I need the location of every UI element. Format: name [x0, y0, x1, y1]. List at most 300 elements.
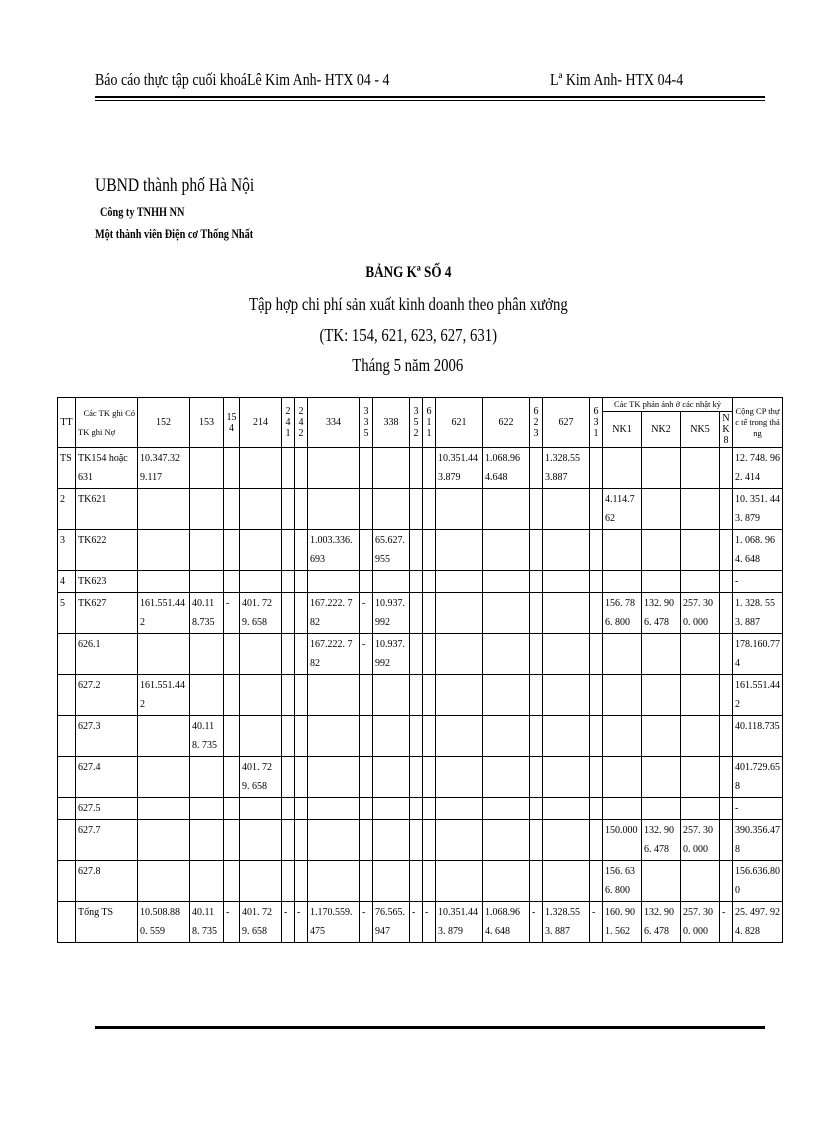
amount-cell: 10.347.329.117: [138, 448, 190, 489]
amount-cell: [590, 593, 603, 634]
amount-cell: [410, 757, 423, 798]
journal-cell: [642, 798, 681, 820]
col-header-journal-group: Các TK phản ánh ở các nhật ký: [603, 398, 733, 412]
col-header-nk1: NK1: [603, 412, 642, 448]
amount-cell: 1.068.964. 648: [483, 902, 530, 943]
amount-cell: [590, 571, 603, 593]
amount-cell: -: [224, 593, 240, 634]
amount-cell: [282, 489, 295, 530]
journal-cell: 150.000: [603, 820, 642, 861]
amount-cell: 76.565. 947: [373, 902, 410, 943]
row-total-cell: 1. 068. 964. 648: [733, 530, 783, 571]
col-header-623: 623: [530, 398, 543, 448]
amount-cell: [295, 634, 308, 675]
journal-cell: [603, 757, 642, 798]
journal-cell: [642, 757, 681, 798]
journal-cell: [642, 489, 681, 530]
amount-cell: -: [410, 902, 423, 943]
amount-cell: 401. 729. 658: [240, 757, 282, 798]
ledger-table: [57, 397, 783, 943]
amount-cell: -: [530, 902, 543, 943]
amount-cell: [410, 593, 423, 634]
row-total-cell: -: [733, 798, 783, 820]
table-row: [58, 634, 783, 675]
amount-cell: [423, 820, 436, 861]
amount-cell: [410, 489, 423, 530]
amount-cell: 1.003.336.693: [308, 530, 360, 571]
amount-cell: 1.328.553. 887: [543, 902, 590, 943]
amount-cell: [138, 757, 190, 798]
amount-cell: [138, 571, 190, 593]
amount-cell: 10.937. 992: [373, 593, 410, 634]
amount-cell: [282, 798, 295, 820]
amount-cell: 10.351.443. 879: [436, 902, 483, 943]
amount-cell: [373, 571, 410, 593]
amount-cell: -: [224, 902, 240, 943]
journal-cell: [681, 716, 720, 757]
amount-cell: 40.118. 735: [190, 716, 224, 757]
amount-cell: [543, 634, 590, 675]
row-total-cell: 178.160.774: [733, 634, 783, 675]
row-total-cell: 156.636.800: [733, 861, 783, 902]
amount-cell: [138, 861, 190, 902]
amount-cell: [590, 798, 603, 820]
row-tt-cell: TS: [58, 448, 76, 489]
row-tt-cell: 5: [58, 593, 76, 634]
amount-cell: 40.118. 735: [190, 902, 224, 943]
journal-cell: [681, 861, 720, 902]
amount-cell: 1.068.964.648: [483, 448, 530, 489]
col-header-nk2: NK2: [642, 412, 681, 448]
journal-cell: 257. 300. 000: [681, 902, 720, 943]
journal-cell: 132. 906. 478: [642, 593, 681, 634]
row-tt-cell: [58, 634, 76, 675]
row-tt-cell: [58, 757, 76, 798]
amount-cell: [410, 675, 423, 716]
amount-cell: [308, 675, 360, 716]
amount-cell: [295, 757, 308, 798]
amount-cell: [373, 448, 410, 489]
amount-cell: 65.627.955: [373, 530, 410, 571]
col-header-621: 621: [436, 398, 483, 448]
amount-cell: [295, 716, 308, 757]
row-tt-cell: 4: [58, 571, 76, 593]
amount-cell: [590, 861, 603, 902]
journal-cell: [603, 675, 642, 716]
amount-cell: [138, 489, 190, 530]
journal-cell: [720, 716, 733, 757]
amount-cell: [436, 571, 483, 593]
journal-cell: [603, 634, 642, 675]
amount-cell: [295, 820, 308, 861]
amount-cell: [590, 716, 603, 757]
amount-cell: [530, 798, 543, 820]
journal-cell: 132. 906. 478: [642, 902, 681, 943]
amount-cell: [190, 675, 224, 716]
amount-cell: -: [360, 634, 373, 675]
col-header-nk5: NK5: [681, 412, 720, 448]
amount-cell: [543, 820, 590, 861]
amount-cell: [530, 820, 543, 861]
amount-cell: [282, 634, 295, 675]
amount-cell: [295, 530, 308, 571]
amount-cell: [240, 861, 282, 902]
journal-cell: [681, 571, 720, 593]
row-account-cell: TK621: [76, 489, 138, 530]
col-header-611: 611: [423, 398, 436, 448]
amount-cell: [483, 798, 530, 820]
journal-cell: [720, 530, 733, 571]
amount-cell: [590, 820, 603, 861]
journal-cell: 132. 906. 478: [642, 820, 681, 861]
amount-cell: [436, 634, 483, 675]
amount-cell: [483, 571, 530, 593]
org-line-1: UBND thành phố Hà Nội: [95, 175, 255, 196]
journal-cell: [720, 593, 733, 634]
header-rule-thin: [95, 100, 765, 101]
amount-cell: [530, 861, 543, 902]
amount-cell: [282, 571, 295, 593]
journal-cell: 160. 901. 562: [603, 902, 642, 943]
amount-cell: [410, 716, 423, 757]
amount-cell: [138, 820, 190, 861]
amount-cell: [590, 634, 603, 675]
amount-cell: [240, 489, 282, 530]
amount-cell: [543, 571, 590, 593]
amount-cell: [360, 716, 373, 757]
col-header-153: 153: [190, 398, 224, 448]
amount-cell: [373, 861, 410, 902]
table-row: [58, 675, 783, 716]
row-tt-cell: [58, 675, 76, 716]
page-header-left: Báo cáo thực tập cuối khoáLê Kim Anh- HTX 04 - 4: [95, 70, 390, 89]
amount-cell: [308, 798, 360, 820]
amount-cell: [282, 448, 295, 489]
amount-cell: [308, 820, 360, 861]
row-account-cell: 627.4: [76, 757, 138, 798]
amount-cell: [483, 634, 530, 675]
amount-cell: [543, 675, 590, 716]
org-line-2: Công ty TNHH NN: [100, 205, 185, 219]
amount-cell: 401. 729. 658: [240, 902, 282, 943]
amount-cell: [240, 530, 282, 571]
amount-cell: [530, 675, 543, 716]
amount-cell: [530, 593, 543, 634]
amount-cell: [295, 675, 308, 716]
amount-cell: [240, 634, 282, 675]
amount-cell: -: [360, 593, 373, 634]
row-account-cell: 627.8: [76, 861, 138, 902]
journal-cell: [681, 757, 720, 798]
amount-cell: [308, 489, 360, 530]
amount-cell: [295, 798, 308, 820]
amount-cell: [308, 861, 360, 902]
amount-cell: -: [590, 902, 603, 943]
row-total-cell: 1. 328. 553. 887: [733, 593, 783, 634]
amount-cell: [483, 820, 530, 861]
amount-cell: [590, 530, 603, 571]
amount-cell: [436, 530, 483, 571]
debit-label: TK ghi Nợ: [78, 426, 116, 437]
amount-cell: [543, 489, 590, 530]
amount-cell: [590, 675, 603, 716]
journal-cell: [720, 675, 733, 716]
row-tt-cell: [58, 716, 76, 757]
amount-cell: [138, 798, 190, 820]
journal-cell: [681, 489, 720, 530]
amount-cell: [423, 716, 436, 757]
table-row: [58, 716, 783, 757]
amount-cell: [483, 716, 530, 757]
col-header-nk8: NK8: [720, 412, 733, 448]
amount-cell: [360, 571, 373, 593]
journal-cell: [720, 798, 733, 820]
table-row: [58, 820, 783, 861]
row-tt-cell: 3: [58, 530, 76, 571]
journal-cell: 257. 300. 000: [681, 593, 720, 634]
col-header-242: 242: [295, 398, 308, 448]
amount-cell: -: [423, 902, 436, 943]
row-tt-cell: [58, 861, 76, 902]
row-total-cell: 12. 748. 962. 414: [733, 448, 783, 489]
table-row: [58, 861, 783, 902]
amount-cell: [282, 861, 295, 902]
journal-cell: [603, 716, 642, 757]
amount-cell: [190, 489, 224, 530]
col-header-214: 214: [240, 398, 282, 448]
amount-cell: [360, 757, 373, 798]
amount-cell: [543, 757, 590, 798]
amount-cell: [410, 820, 423, 861]
amount-cell: [190, 571, 224, 593]
journal-cell: [720, 861, 733, 902]
amount-cell: [224, 675, 240, 716]
amount-cell: [530, 530, 543, 571]
journal-cell: [681, 675, 720, 716]
amount-cell: [295, 861, 308, 902]
journal-cell: -: [720, 902, 733, 943]
row-account-cell: 627.2: [76, 675, 138, 716]
amount-cell: [190, 530, 224, 571]
amount-cell: 10.351.443.879: [436, 448, 483, 489]
amount-cell: 1.328.553.887: [543, 448, 590, 489]
amount-cell: [240, 798, 282, 820]
amount-cell: [240, 675, 282, 716]
journal-cell: 257. 300. 000: [681, 820, 720, 861]
amount-cell: [282, 757, 295, 798]
journal-cell: [603, 571, 642, 593]
row-account-cell: 626.1: [76, 634, 138, 675]
amount-cell: [436, 716, 483, 757]
table-row: [58, 902, 783, 943]
header-row-1: [58, 398, 783, 412]
amount-cell: [423, 448, 436, 489]
col-header-352: 352: [410, 398, 423, 448]
footer-rule: [95, 1026, 765, 1029]
amount-cell: [436, 593, 483, 634]
amount-cell: [423, 634, 436, 675]
table-row: [58, 798, 783, 820]
amount-cell: [423, 757, 436, 798]
journal-cell: [720, 448, 733, 489]
journal-cell: 156. 636. 800: [603, 861, 642, 902]
col-header-622: 622: [483, 398, 530, 448]
amount-cell: [590, 448, 603, 489]
row-total-cell: 390.356.478: [733, 820, 783, 861]
amount-cell: [410, 634, 423, 675]
amount-cell: [423, 593, 436, 634]
amount-cell: [282, 530, 295, 571]
amount-cell: [360, 675, 373, 716]
amount-cell: [436, 757, 483, 798]
journal-cell: [720, 571, 733, 593]
amount-cell: [224, 716, 240, 757]
amount-cell: [190, 448, 224, 489]
journal-cell: 4.114.762: [603, 489, 642, 530]
amount-cell: [410, 530, 423, 571]
row-tt-cell: [58, 902, 76, 943]
col-header-152: 152: [138, 398, 190, 448]
amount-cell: [410, 798, 423, 820]
amount-cell: 167.222. 782: [308, 593, 360, 634]
amount-cell: [308, 757, 360, 798]
doc-title: BẢNG Kª SỐ 4: [365, 264, 451, 281]
amount-cell: [190, 757, 224, 798]
table-row: [58, 489, 783, 530]
amount-cell: [282, 820, 295, 861]
col-header-338: 338: [373, 398, 410, 448]
amount-cell: [224, 489, 240, 530]
table-row: [58, 530, 783, 571]
journal-cell: [603, 530, 642, 571]
amount-cell: [373, 798, 410, 820]
row-tt-cell: [58, 820, 76, 861]
row-account-cell: 627.5: [76, 798, 138, 820]
journal-cell: [720, 489, 733, 530]
amount-cell: [436, 489, 483, 530]
amount-cell: [590, 489, 603, 530]
amount-cell: [483, 489, 530, 530]
amount-cell: [360, 489, 373, 530]
amount-cell: 10.508.880. 559: [138, 902, 190, 943]
amount-cell: [373, 716, 410, 757]
amount-cell: [360, 861, 373, 902]
amount-cell: [543, 861, 590, 902]
amount-cell: [295, 593, 308, 634]
amount-cell: [373, 489, 410, 530]
org-line-3: Một thành viên Điện cơ Thống Nhất: [95, 227, 254, 241]
amount-cell: [360, 448, 373, 489]
amount-cell: [360, 820, 373, 861]
amount-cell: [436, 675, 483, 716]
row-account-cell: TK154 hoặc 631: [76, 448, 138, 489]
amount-cell: [240, 716, 282, 757]
amount-cell: [373, 757, 410, 798]
journal-cell: [720, 757, 733, 798]
amount-cell: [190, 861, 224, 902]
amount-cell: [240, 820, 282, 861]
journal-cell: [603, 448, 642, 489]
amount-cell: [224, 571, 240, 593]
amount-cell: 161.551.442: [138, 593, 190, 634]
ledger-body: [58, 448, 783, 943]
doc-accounts: (TK: 154, 621, 623, 627, 631): [319, 325, 497, 345]
row-account-cell: 627.7: [76, 820, 138, 861]
amount-cell: [423, 861, 436, 902]
amount-cell: [360, 530, 373, 571]
row-total-cell: 25. 497. 924. 828: [733, 902, 783, 943]
credit-label: Các TK ghi Có: [83, 407, 135, 418]
amount-cell: [373, 820, 410, 861]
amount-cell: [483, 530, 530, 571]
amount-cell: 401. 729. 658: [240, 593, 282, 634]
amount-cell: [590, 757, 603, 798]
amount-cell: [138, 716, 190, 757]
amount-cell: [190, 798, 224, 820]
journal-cell: [720, 820, 733, 861]
amount-cell: [530, 571, 543, 593]
col-header-accounts: [76, 398, 138, 448]
amount-cell: [543, 530, 590, 571]
doc-period: Tháng 5 năm 2006: [352, 355, 464, 375]
row-total-cell: 10. 351. 443. 879: [733, 489, 783, 530]
amount-cell: [282, 675, 295, 716]
row-tt-cell: 2: [58, 489, 76, 530]
journal-cell: [681, 634, 720, 675]
amount-cell: [530, 757, 543, 798]
amount-cell: [543, 798, 590, 820]
amount-cell: [436, 820, 483, 861]
amount-cell: [483, 675, 530, 716]
row-total-cell: -: [733, 571, 783, 593]
journal-cell: [642, 448, 681, 489]
amount-cell: [295, 489, 308, 530]
journal-cell: [642, 571, 681, 593]
amount-cell: [483, 757, 530, 798]
amount-cell: [282, 593, 295, 634]
amount-cell: [423, 675, 436, 716]
amount-cell: [530, 489, 543, 530]
col-header-tt: TT: [58, 398, 76, 448]
journal-cell: [642, 861, 681, 902]
col-header-334: 334: [308, 398, 360, 448]
amount-cell: [410, 571, 423, 593]
amount-cell: [138, 530, 190, 571]
amount-cell: 40.118.735: [190, 593, 224, 634]
amount-cell: [224, 820, 240, 861]
amount-cell: [295, 448, 308, 489]
amount-cell: [295, 571, 308, 593]
amount-cell: [436, 798, 483, 820]
amount-cell: [423, 798, 436, 820]
amount-cell: [423, 530, 436, 571]
amount-cell: [240, 571, 282, 593]
journal-cell: [642, 716, 681, 757]
journal-cell: [720, 634, 733, 675]
journal-cell: [603, 798, 642, 820]
amount-cell: 167.222. 782: [308, 634, 360, 675]
amount-cell: [483, 593, 530, 634]
amount-cell: [530, 716, 543, 757]
col-header-total: Cộng CP thực tế trong tháng: [733, 398, 783, 448]
row-tt-cell: [58, 798, 76, 820]
amount-cell: 1.170.559. 475: [308, 902, 360, 943]
amount-cell: -: [360, 902, 373, 943]
amount-cell: [423, 571, 436, 593]
table-row: [58, 448, 783, 489]
amount-cell: [530, 634, 543, 675]
row-account-cell: TK622: [76, 530, 138, 571]
